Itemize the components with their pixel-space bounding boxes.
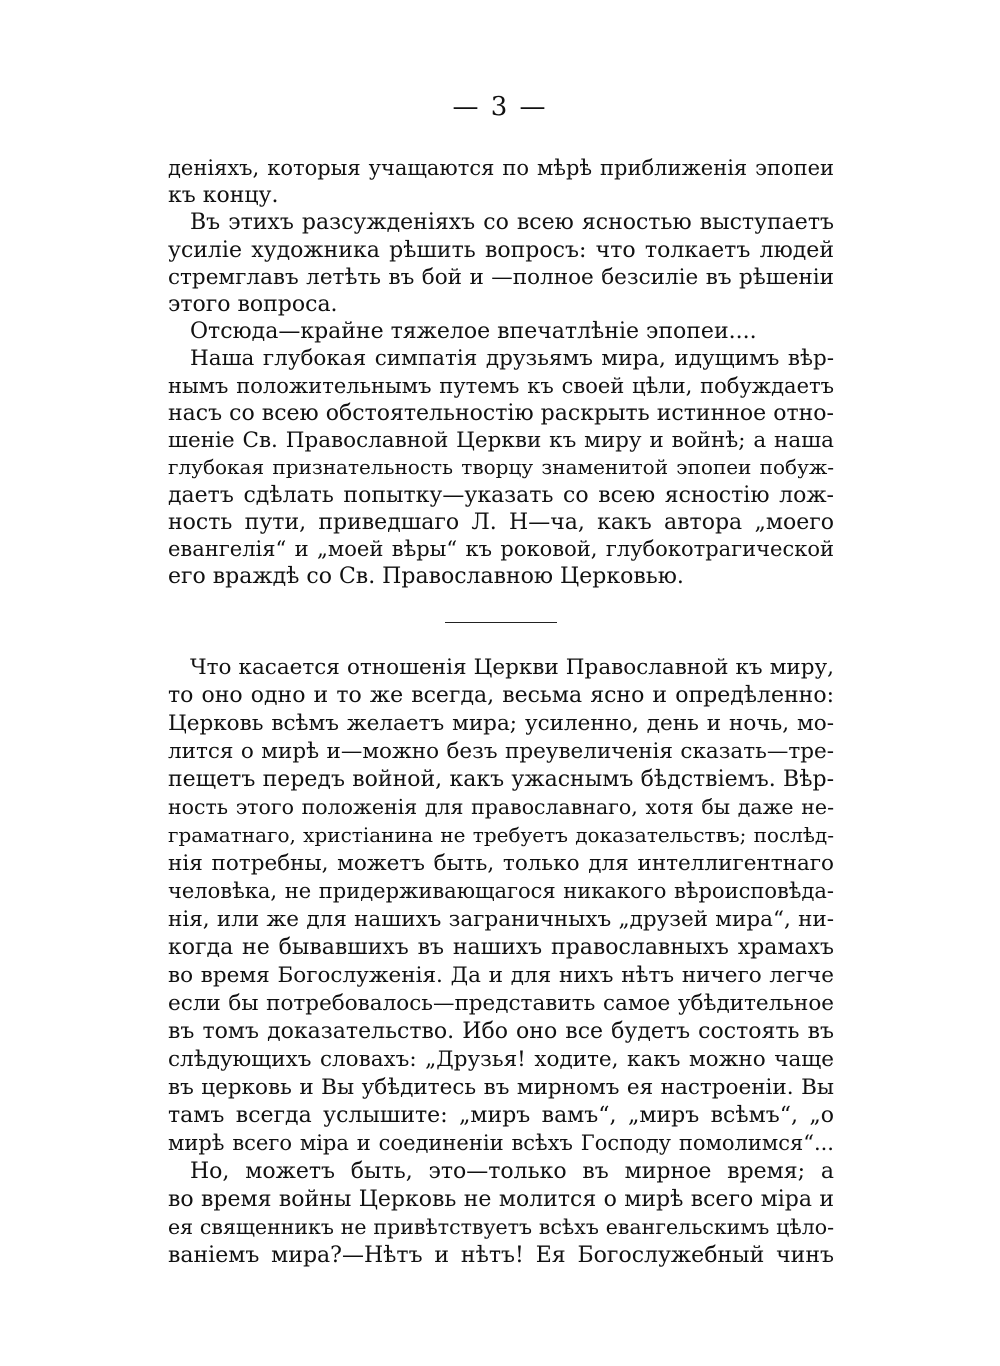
text-line: Въ этихъ разсужденіяхъ со всею ясностью выступаетъ xyxy=(190,210,834,235)
text-line: въ томъ доказательство. Ибо оно все будетъ состоять въ xyxy=(168,1019,834,1044)
text-line: Церковь всѣмъ желаетъ мира; усиленно, день и ночь, мо- xyxy=(168,711,834,736)
text-line: нія потребны, можетъ быть, только для интеллигентнаго xyxy=(168,851,834,876)
section-divider xyxy=(445,622,557,623)
text-line: въ церковь и Вы убѣдитесь въ мирномъ ея настроеніи. Вы xyxy=(168,1075,834,1100)
text-line: пещетъ передъ войной, какъ ужаснымъ бѣдствіемъ. Вѣр- xyxy=(168,767,834,792)
text-line: граматнаго, христіанина не требуетъ доказательствъ; послѣд- xyxy=(168,823,834,847)
text-line: насъ со всею обстоятельностію раскрыть истинное отно- xyxy=(168,401,834,426)
text-line: Но, можетъ быть, это—только въ мирное время; а xyxy=(190,1159,834,1184)
text-line: его враждѣ со Св. Православною Церковью. xyxy=(168,564,684,589)
text-line: глубокая признательность творцу знаменитой эпопеи побуж- xyxy=(168,455,834,479)
text-line: Отсюда—крайне тяжелое впечатлѣніе эпопеи.... xyxy=(190,319,757,344)
text-line: деніяхъ, которыя учащаются по мѣрѣ приближенія эпопеи xyxy=(168,156,834,180)
text-line: этого вопроса. xyxy=(168,292,338,317)
text-line: во время Богослуженія. Да и для нихъ нѣтъ ничего легче xyxy=(168,963,834,988)
text-line: нымъ положительнымъ путемъ къ своей цѣли, побуждаетъ xyxy=(168,374,834,398)
text-line: ваніемъ мира?—Нѣтъ и нѣтъ! Ея Богослужебный чинъ xyxy=(168,1243,834,1268)
text-line: къ концу. xyxy=(168,183,279,208)
text-line: слѣдующихъ словахъ: „Друзья! ходите, какъ можно чаще xyxy=(168,1047,834,1072)
text-line: ность этого положенія для православнаго, хотя бы даже не- xyxy=(168,795,834,819)
page-number: — 3 — xyxy=(452,92,548,122)
text-line: Что касается отношенія Церкви Православной къ миру, xyxy=(190,655,834,680)
text-line: если бы потребовалось—представить самое убѣдительное xyxy=(168,991,834,1016)
text-line: усиліе художника рѣшить вопросъ: что толкаетъ людей xyxy=(168,238,834,263)
text-line: нія, или же для нашихъ заграничныхъ „друзей мира“, ни- xyxy=(168,907,834,932)
text-line: шеніе Св. Православной Церкви къ миру и войнѣ; а наша xyxy=(168,428,834,453)
text-line: стремглавъ летѣть въ бой и —полное безсиліе въ рѣшеніи xyxy=(168,265,834,290)
text-line: мирѣ всего міра и соединеніи всѣхъ Господу помолимся“... xyxy=(168,1131,834,1155)
text-line: Наша глубокая симпатія друзьямъ мира, идущимъ вѣр- xyxy=(190,346,834,371)
text-line: тамъ всегда услышите: „миръ вамъ“, „миръ всѣмъ“, „о xyxy=(168,1103,834,1128)
text-line: когда не бывавшихъ въ нашихъ православныхъ храмахъ xyxy=(168,935,834,960)
text-line: ность пути, приведшаго Л. Н—ча, какъ автора „моего xyxy=(168,510,834,535)
text-line: во время войны Церковь не молится о мирѣ всего міра и xyxy=(168,1187,834,1212)
text-line: евангелія“ и „моей вѣры“ къ роковой, глубокотрагической xyxy=(168,537,834,561)
text-line: то оно одно и то же всегда, весьма ясно и опредѣленно: xyxy=(168,683,834,708)
text-line: лится о мирѣ и—можно безъ преувеличенія сказать—тре- xyxy=(168,739,834,764)
text-line: даетъ сдѣлать попытку—указать со всею ясностію лож- xyxy=(168,483,834,508)
text-line: ея священникъ не привѣтствуетъ всѣхъ евангельскимъ цѣло- xyxy=(168,1215,834,1239)
text-line: человѣка, не придерживающагося никакого вѣроисповѣда- xyxy=(168,879,834,903)
